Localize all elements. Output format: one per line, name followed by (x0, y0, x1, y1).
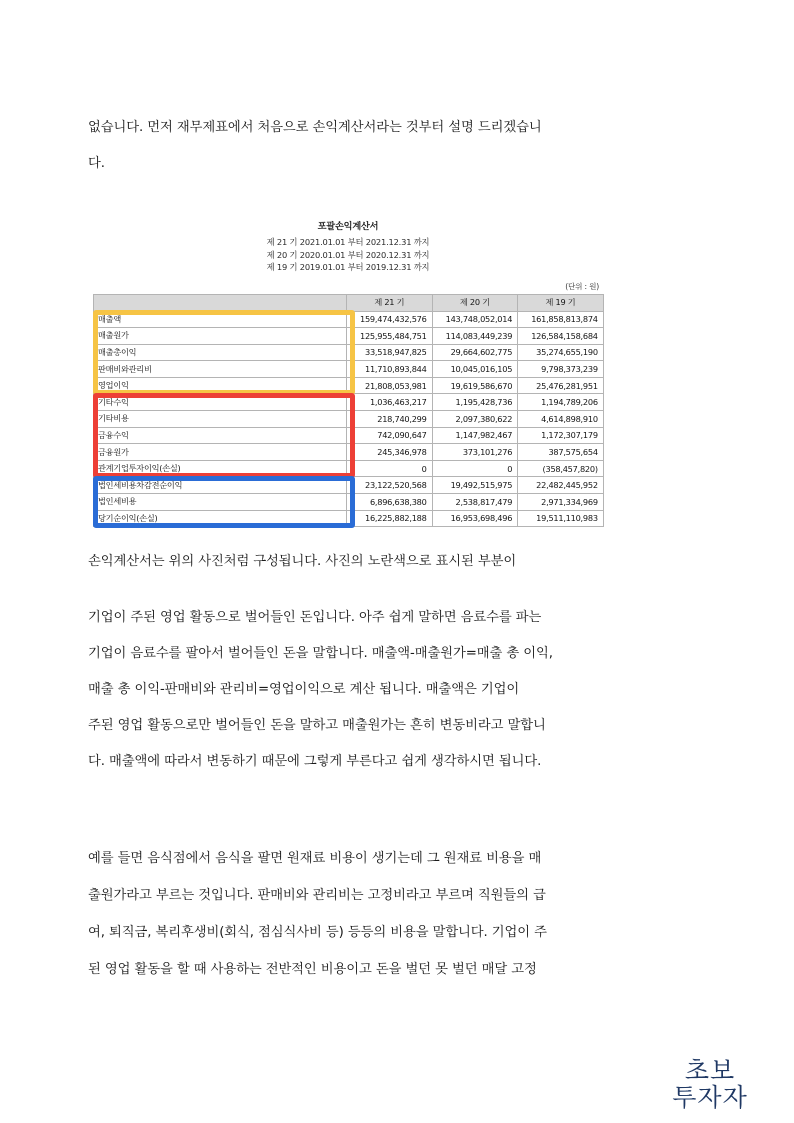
cell-p20: 10,045,016,105 (432, 361, 518, 378)
cell-p19: 25,476,281,951 (518, 377, 604, 394)
cell-p19: 161,858,813,874 (518, 311, 604, 328)
table-row (94, 344, 604, 361)
row-label: 판매비와관리비 (94, 361, 347, 378)
cell-p19: 19,511,110,983 (518, 510, 604, 527)
row-label: 매출원가 (94, 328, 347, 345)
paragraph-3 (88, 840, 708, 988)
cell-p20: 19,619,586,670 (432, 377, 518, 394)
statement-period-1: 제 21 기 2021.01.01 부터 2021.12.31 까지 (266, 237, 430, 247)
table-header-row (94, 294, 604, 311)
cell-p19: 387,575,654 (518, 444, 604, 461)
row-label: 당기순이익(손실) (94, 510, 347, 527)
row-label: 금융원가 (94, 444, 347, 461)
cell-p20: 2,538,817,479 (432, 494, 518, 511)
cell-p19: 1,194,789,206 (518, 394, 604, 411)
row-label: 기타비용 (94, 411, 347, 428)
table-row (94, 427, 604, 444)
table-row (94, 494, 604, 511)
cell-p20: 19,492,515,975 (432, 477, 518, 494)
cell-p21: 6,896,638,380 (347, 494, 433, 511)
column-header-period-20: 제 20 기 (432, 294, 518, 311)
cell-p20: 29,664,602,775 (432, 344, 518, 361)
row-label: 관계기업투자이익(손실) (94, 460, 347, 477)
statement-unit-note: (단위 : 원) (565, 281, 599, 291)
table-row (94, 377, 604, 394)
cell-p21: 16,225,882,188 (347, 510, 433, 527)
paragraph-3-line-1: 예를 들면 음식점에서 음식을 팔면 원재료 비용이 생기는데 그 원재료 비용을 매 (88, 851, 542, 866)
column-header-label (94, 294, 347, 311)
watermark-line-2: 투자자 (672, 1083, 748, 1112)
column-header-period-19: 제 19 기 (518, 294, 604, 311)
statement-period-2: 제 20 기 2020.01.01 부터 2020.12.31 까지 (266, 249, 430, 260)
row-label: 법인세비용 (94, 494, 347, 511)
row-label: 매출총이익 (94, 344, 347, 361)
cell-p19: 35,274,655,190 (518, 344, 604, 361)
table-body (94, 311, 604, 527)
cell-p20: 16,953,698,496 (432, 510, 518, 527)
paragraph-2-line-1: 기업이 주된 영업 활동으로 벌어들인 돈입니다. 아주 쉽게 말하면 음료수를 파는 (88, 610, 542, 625)
cell-p19: 126,584,158,684 (518, 328, 604, 345)
row-label: 금융수익 (94, 427, 347, 444)
cell-p21: 23,122,520,568 (347, 477, 433, 494)
paragraph-2-line-2: 기업이 음료수를 팔아서 벌어들인 돈을 말합니다. 매출액-매출원가=매출 총 이익, (88, 646, 553, 661)
paragraph-3-line-4: 된 영업 활동을 할 때 사용하는 전반적인 비용이고 돈을 벌던 못 벌던 매달 고정 (88, 962, 537, 977)
paragraph-2-line-4: 주된 영업 활동으로만 벌어들인 돈을 말하고 매출원가는 흔히 변동비라고 말합니 (88, 718, 546, 733)
cell-p21: 11,710,893,844 (347, 361, 433, 378)
cell-p20: 2,097,380,622 (432, 411, 518, 428)
cell-p19: 1,172,307,179 (518, 427, 604, 444)
table-row (94, 311, 604, 328)
table-row (94, 394, 604, 411)
cell-p19: 9,798,373,239 (518, 361, 604, 378)
cell-p21: 21,808,053,981 (347, 377, 433, 394)
table-row (94, 510, 604, 527)
cell-p20: 143,748,052,014 (432, 311, 518, 328)
cell-p21: 125,955,484,751 (347, 328, 433, 345)
intro-paragraph (88, 110, 708, 182)
cell-p21: 33,518,947,825 (347, 344, 433, 361)
table-row (94, 328, 604, 345)
row-label: 기타수익 (94, 394, 347, 411)
statement-table-wrap (93, 294, 603, 528)
paragraph-3-line-3: 여, 퇴직금, 복리후생비(회식, 점심식사비 등) 등등의 비용을 말합니다. 기업이 주 (88, 925, 547, 940)
cell-p20: 1,195,428,736 (432, 394, 518, 411)
income-statement-figure (93, 218, 603, 527)
cell-p19: 22,482,445,952 (518, 477, 604, 494)
cell-p21: 742,090,647 (347, 427, 433, 444)
table-row (94, 460, 604, 477)
intro-line-2: 다. (88, 156, 105, 171)
paragraph-2-line-3: 매출 총 이익-판매비와 관리비=영업이익으로 계산 됩니다. 매출액은 기업이 (88, 682, 520, 697)
cell-p21: 218,740,299 (347, 411, 433, 428)
cell-p20: 114,083,449,239 (432, 328, 518, 345)
cell-p21: 245,346,978 (347, 444, 433, 461)
row-label: 매출액 (94, 311, 347, 328)
table-row (94, 411, 604, 428)
statement-title: 포괄손익계산서 (317, 221, 379, 232)
cell-p21: 159,474,432,576 (347, 311, 433, 328)
watermark-line-1: 초보 (684, 1056, 736, 1085)
income-statement-table (93, 294, 604, 528)
paragraph-2 (88, 600, 708, 780)
cell-p19: (358,457,820) (518, 460, 604, 477)
table-row (94, 444, 604, 461)
column-header-period-21: 제 21 기 (347, 294, 433, 311)
cell-p21: 0 (347, 460, 433, 477)
watermark-logo (648, 1057, 772, 1111)
paragraph-1-line-1: 손익계산서는 위의 사진처럼 구성됩니다. 사진의 노란색으로 표시된 부분이 (88, 554, 517, 569)
paragraph-3-line-2: 출원가라고 부르는 것입니다. 판매비와 관리비는 고정비라고 부르며 직원들의 급 (88, 888, 546, 903)
paragraph-2-line-5: 다. 매출액에 따라서 변동하기 때문에 그렇게 부른다고 쉽게 생각하시면 됩니다. (88, 754, 542, 769)
cell-p19: 4,614,898,910 (518, 411, 604, 428)
paragraph-1 (88, 544, 708, 580)
statement-period-3: 제 19 기 2019.01.01 부터 2019.12.31 까지 (266, 262, 430, 272)
intro-line-1: 없습니다. 먼저 재무제표에서 처음으로 손익계산서라는 것부터 설명 드리겠습니 (88, 120, 542, 135)
cell-p21: 1,036,463,217 (347, 394, 433, 411)
cell-p20: 0 (432, 460, 518, 477)
row-label: 영업이익 (94, 377, 347, 394)
cell-p20: 373,101,276 (432, 444, 518, 461)
table-row (94, 477, 604, 494)
row-label: 법인세비용차감전순이익 (94, 477, 347, 494)
cell-p20: 1,147,982,467 (432, 427, 518, 444)
cell-p19: 2,971,334,969 (518, 494, 604, 511)
table-row (94, 361, 604, 378)
